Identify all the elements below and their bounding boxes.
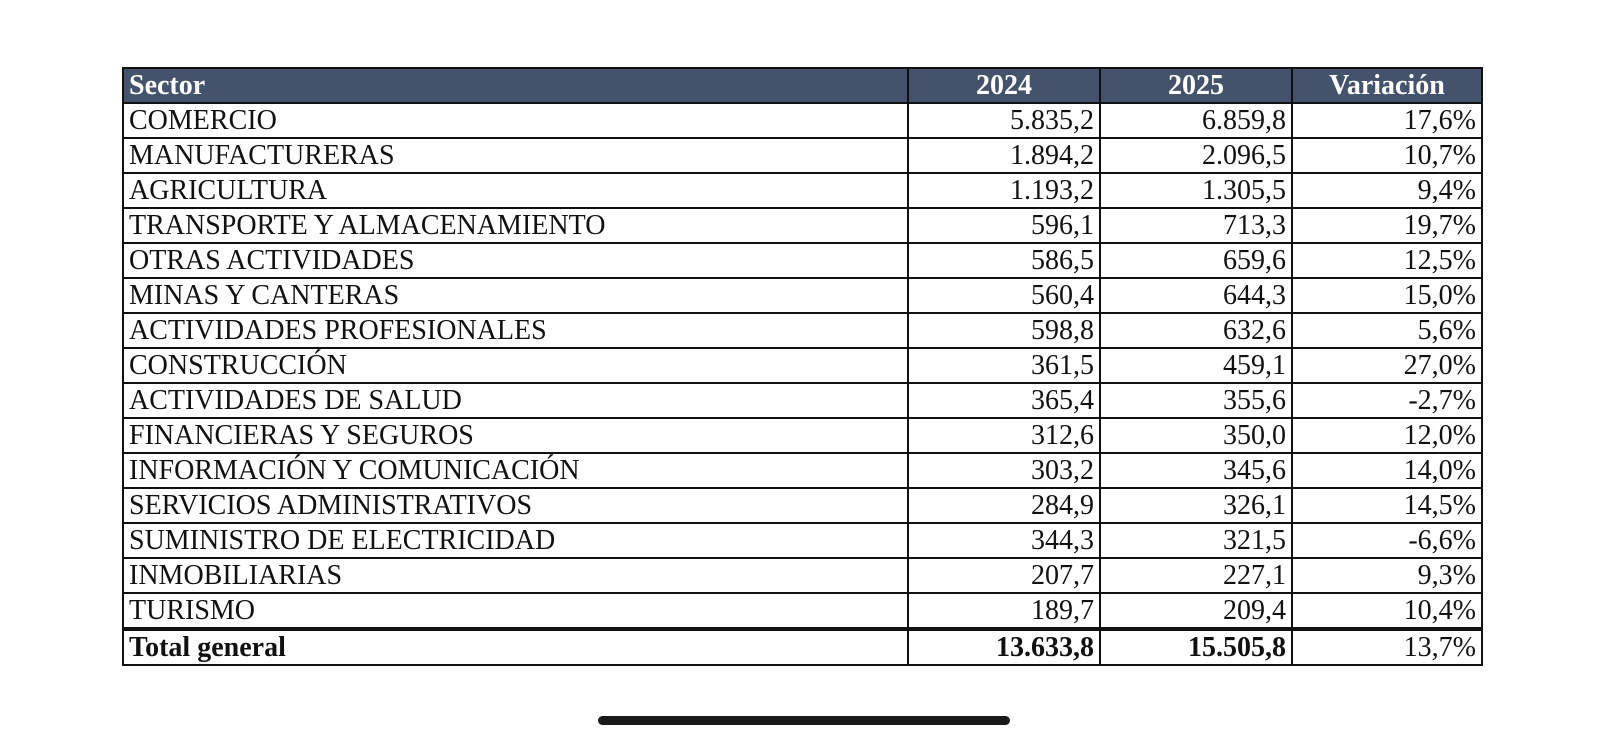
cell-variation: 10,7%: [1292, 138, 1482, 173]
cell-2025: 326,1: [1100, 488, 1292, 523]
cell-2024: 5.835,2: [908, 103, 1100, 138]
cell-sector: SUMINISTRO DE ELECTRICIDAD: [123, 523, 908, 558]
cell-2024: 365,4: [908, 383, 1100, 418]
cell-2025: 2.096,5: [1100, 138, 1292, 173]
cell-2025: 321,5: [1100, 523, 1292, 558]
cell-variation: 17,6%: [1292, 103, 1482, 138]
header-variation: Variación: [1292, 68, 1482, 103]
cell-2025: 632,6: [1100, 313, 1292, 348]
header-year-2024: 2024: [908, 68, 1100, 103]
cell-2025: 713,3: [1100, 208, 1292, 243]
table-row: [123, 558, 1482, 593]
cell-sector: COMERCIO: [123, 103, 908, 138]
cell-sector: ACTIVIDADES PROFESIONALES: [123, 313, 908, 348]
table-row: [123, 278, 1482, 313]
table-row: [123, 173, 1482, 208]
cell-sector: FINANCIERAS Y SEGUROS: [123, 418, 908, 453]
cell-2025: 227,1: [1100, 558, 1292, 593]
cell-variation: 10,4%: [1292, 593, 1482, 629]
table-header-row: [123, 68, 1482, 103]
cell-2025: 659,6: [1100, 243, 1292, 278]
cell-sector: INFORMACIÓN Y COMUNICACIÓN: [123, 453, 908, 488]
cell-2024: 207,7: [908, 558, 1100, 593]
cell-variation: 12,5%: [1292, 243, 1482, 278]
table-row: [123, 418, 1482, 453]
total-label: Total general: [123, 629, 908, 665]
cell-sector: MANUFACTURERAS: [123, 138, 908, 173]
cell-2024: 344,3: [908, 523, 1100, 558]
table-row: [123, 138, 1482, 173]
cell-2025: 355,6: [1100, 383, 1292, 418]
cell-sector: INMOBILIARIAS: [123, 558, 908, 593]
cell-variation: 27,0%: [1292, 348, 1482, 383]
cell-2024: 361,5: [908, 348, 1100, 383]
cell-variation: 9,4%: [1292, 173, 1482, 208]
cell-variation: 15,0%: [1292, 278, 1482, 313]
cell-2024: 284,9: [908, 488, 1100, 523]
table-total-row: [123, 629, 1482, 665]
table-row: [123, 313, 1482, 348]
cell-sector: TURISMO: [123, 593, 908, 629]
cell-2024: 312,6: [908, 418, 1100, 453]
cell-2025: 459,1: [1100, 348, 1292, 383]
table-row: [123, 453, 1482, 488]
table-row: [123, 103, 1482, 138]
cell-2024: 586,5: [908, 243, 1100, 278]
cell-2024: 189,7: [908, 593, 1100, 629]
table-row: [123, 208, 1482, 243]
cell-2025: 644,3: [1100, 278, 1292, 313]
cell-variation: 5,6%: [1292, 313, 1482, 348]
cell-2024: 560,4: [908, 278, 1100, 313]
total-2024: 13.633,8: [908, 629, 1100, 665]
cell-sector: MINAS Y CANTERAS: [123, 278, 908, 313]
horizontal-scroll-indicator[interactable]: [598, 716, 1010, 725]
cell-variation: 14,5%: [1292, 488, 1482, 523]
cell-2024: 1.193,2: [908, 173, 1100, 208]
table-body: [123, 103, 1482, 629]
cell-2024: 303,2: [908, 453, 1100, 488]
cell-sector: TRANSPORTE Y ALMACENAMIENTO: [123, 208, 908, 243]
cell-sector: CONSTRUCCIÓN: [123, 348, 908, 383]
cell-sector: AGRICULTURA: [123, 173, 908, 208]
total-variation: 13,7%: [1292, 629, 1482, 665]
total-2025: 15.505,8: [1100, 629, 1292, 665]
cell-2025: 345,6: [1100, 453, 1292, 488]
header-sector: Sector: [123, 68, 908, 103]
table-row: [123, 593, 1482, 629]
header-year-2025: 2025: [1100, 68, 1292, 103]
cell-variation: 14,0%: [1292, 453, 1482, 488]
table-row: [123, 523, 1482, 558]
cell-sector: ACTIVIDADES DE SALUD: [123, 383, 908, 418]
cell-2025: 6.859,8: [1100, 103, 1292, 138]
cell-variation: 12,0%: [1292, 418, 1482, 453]
sector-table-container: [122, 67, 1481, 666]
cell-variation: 19,7%: [1292, 208, 1482, 243]
cell-variation: -6,6%: [1292, 523, 1482, 558]
cell-2024: 596,1: [908, 208, 1100, 243]
cell-variation: 9,3%: [1292, 558, 1482, 593]
cell-variation: -2,7%: [1292, 383, 1482, 418]
cell-2025: 209,4: [1100, 593, 1292, 629]
table-row: [123, 348, 1482, 383]
cell-sector: OTRAS ACTIVIDADES: [123, 243, 908, 278]
cell-2025: 1.305,5: [1100, 173, 1292, 208]
table-row: [123, 488, 1482, 523]
table-row: [123, 383, 1482, 418]
table-row: [123, 243, 1482, 278]
sector-comparison-table: [122, 67, 1483, 666]
cell-sector: SERVICIOS ADMINISTRATIVOS: [123, 488, 908, 523]
cell-2025: 350,0: [1100, 418, 1292, 453]
cell-2024: 598,8: [908, 313, 1100, 348]
cell-2024: 1.894,2: [908, 138, 1100, 173]
